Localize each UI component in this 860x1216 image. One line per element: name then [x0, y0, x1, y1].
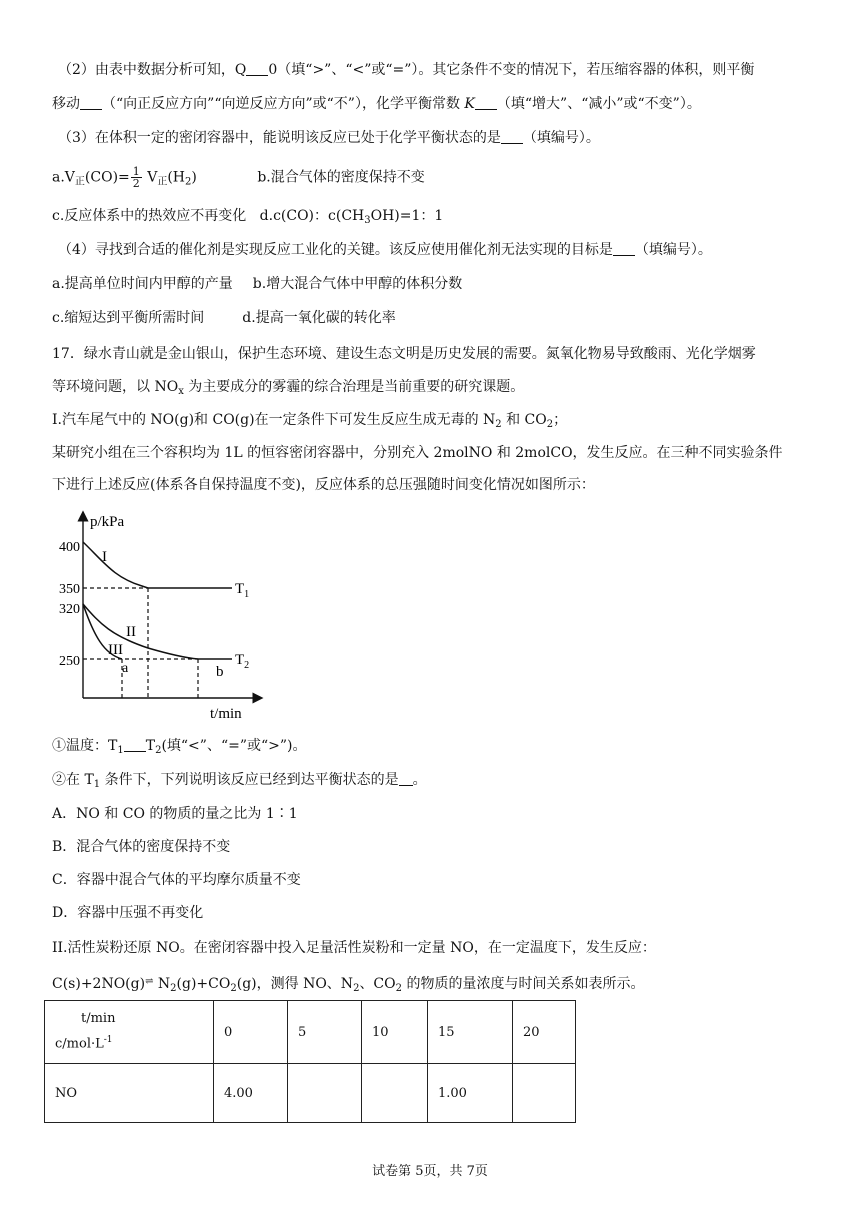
table-header-time: 20 — [513, 1001, 576, 1064]
section-i-line3: 下进行上述反应(体系各自保持温度不变)，反应体系的总压强随时间变化情况如图所示： — [52, 477, 595, 493]
table-header-time: 10 — [362, 1001, 428, 1064]
table-cell: 4.00 — [214, 1064, 288, 1123]
table-header-time: 5 — [288, 1001, 362, 1064]
table-cell — [513, 1064, 576, 1123]
answer-blank — [475, 95, 497, 110]
option-d: D．容器中压强不再变化 — [52, 905, 204, 921]
answer-blank — [246, 61, 268, 76]
option-a: A．NO 和 CO 的物质的量之比为 1∶1 — [52, 806, 298, 822]
temp-label-t2: $T_2$ — [235, 652, 250, 671]
subquestion-2: ②在 $T_1$ 条件下，下列说明该反应已经到达平衡状态的是 。 — [52, 772, 427, 790]
equilibrium-arrow-icon: ⇌ — [145, 976, 154, 987]
table-header-time: 15 — [428, 1001, 513, 1064]
header-time-label: t/min — [81, 1011, 116, 1026]
table-row-label: NO — [45, 1064, 214, 1123]
page-footer: 试卷第 5页，共 7页 — [372, 1164, 488, 1179]
table-header-time: 0 — [214, 1001, 288, 1064]
fraction-half: $\frac{1}{2}$ — [132, 165, 140, 190]
curve-label-i: I — [102, 549, 107, 565]
option-3-ab: $a.V_正(CO)=$ $\frac{1}{2}$ $V_正(H_2)$ b.混合气体的密度保持不变 — [52, 165, 425, 190]
header-conc-label: $c/mol\cdot L^{-1}$ — [55, 1035, 113, 1052]
y-tick-350: 350 — [59, 582, 80, 597]
option-b: B．混合气体的密度保持不变 — [52, 839, 231, 855]
option-4-cd: c.缩短达到平衡所需时间 d.提高一氧化碳的转化率 — [52, 310, 396, 326]
curve-label-iii: III — [108, 642, 123, 658]
option-3-cd: c.反应体系中的热效应不再变化 d.c(CO)：$c(CH_3OH)=1$：1 — [52, 208, 444, 226]
pressure-time-chart — [52, 508, 272, 723]
question-17-line2: 等环境问题，以 $NO_x$ 为主要成分的雾霾的综合治理是当前重要的研究课题。 — [52, 379, 525, 397]
option-c: C．容器中混合气体的平均摩尔质量不变 — [52, 872, 301, 888]
question-2-line1: （2）由表中数据分析可知，Q 0（填“>”、“<”或“=”）。其它条件不变的情况下，若压缩容器的体积，则平衡 — [58, 62, 755, 78]
table-cell: 1.00 — [428, 1064, 513, 1123]
answer-blank — [80, 95, 102, 110]
y-tick-250: 250 — [59, 654, 80, 669]
temp-label-t1: $T_1$ — [235, 581, 250, 600]
answer-blank — [501, 129, 523, 144]
table-cell — [288, 1064, 362, 1123]
question-3: （3）在体积一定的密闭容器中，能说明该反应已处于化学平衡状态的是 （填编号）。 — [58, 130, 600, 146]
curve-label-ii: II — [126, 624, 136, 640]
question-2-line2: 移动 （“向正反应方向”“向逆反应方向”或“不”），化学平衡常数 K （填“增大”、“减小”或“不变”）。 — [52, 96, 701, 112]
answer-blank — [399, 771, 413, 786]
y-tick-320: 320 — [59, 602, 80, 617]
x-axis-label: t/min — [210, 706, 242, 722]
question-4: （4）寻找到合适的催化剂是实现反应工业化的关键。该反应使用催化剂无法实现的目标是 （填编号）。 — [58, 242, 712, 258]
table-header-row — [45, 1001, 576, 1064]
table-header-corner — [45, 1001, 214, 1064]
table-cell — [362, 1064, 428, 1123]
section-ii-equation: C(s)+2NO(g)⇌ $N_2(g)+CO_2(g)$，测得 NO、$N_2$、$CO_2$ 的物质的量浓度与时间关系如表所示。 — [52, 976, 645, 994]
point-b-label: b — [216, 664, 224, 680]
table-row — [45, 1064, 576, 1123]
curve-ii — [83, 604, 198, 659]
point-a-label: a — [122, 661, 129, 676]
y-axis-label: p/kPa — [90, 514, 125, 530]
answer-blank — [124, 737, 146, 752]
question-17-line1: 17．绿水青山就是金山银山，保护生态环境、建设生态文明是历史发展的需要。氮氧化物易导致酸雨、光化学烟雾 — [52, 346, 756, 362]
option-4-ab: a.提高单位时间内甲醇的产量 b.增大混合气体中甲醇的体积分数 — [52, 276, 463, 292]
section-i-line2: 某研究小组在三个容积均为 1L 的恒容密闭容器中，分别充入 2molNO 和 2molCO，发生反应。在三种不同实验条件 — [52, 445, 783, 461]
concentration-table — [44, 1000, 576, 1123]
answer-blank — [613, 241, 635, 256]
subquestion-1: ①温度：$T_1$ $T_2$(填“<”、“=”或“>”)。 — [52, 738, 307, 756]
section-i-intro: I.汽车尾气中的 NO(g)和 CO(g)在一定条件下可发生反应生成无毒的 $N_2$ 和 $CO_2$； — [52, 412, 568, 430]
curve-i — [83, 542, 148, 588]
section-ii-intro: II.活性炭粉还原 NO。在密闭容器中投入足量活性炭粉和一定量 NO，在一定温度下，发生反应： — [52, 940, 656, 956]
y-tick-400: 400 — [59, 540, 80, 555]
